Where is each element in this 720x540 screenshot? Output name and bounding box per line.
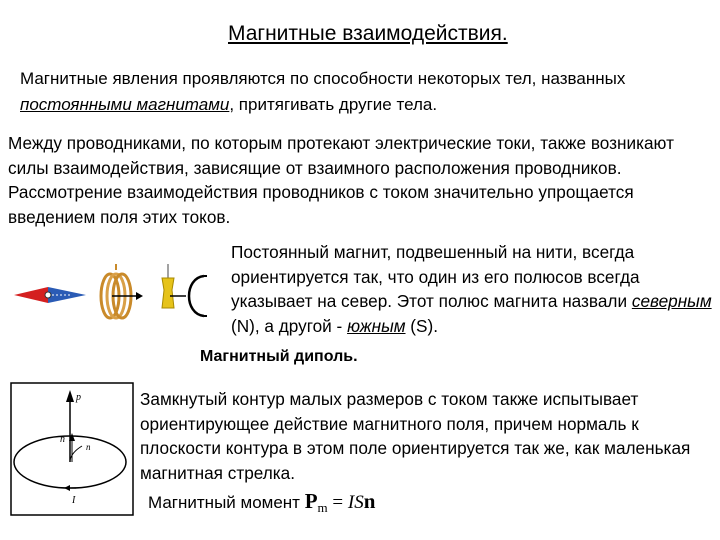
intro-text-before: Магнитные явления проявляются по способности некоторых тел, названных bbox=[20, 69, 626, 88]
permanent-magnets-term: постоянными магнитами bbox=[20, 95, 230, 114]
moment-label: Магнитный момент bbox=[148, 493, 305, 512]
intro-paragraph bbox=[20, 66, 710, 118]
suspended-bar-magnet-icon bbox=[162, 264, 207, 316]
moment-formula bbox=[304, 489, 376, 515]
formula-eq: = bbox=[327, 492, 348, 513]
formula-p: P bbox=[304, 489, 318, 513]
page-title: Магнитные взаимодействия. bbox=[228, 22, 508, 45]
label-n-left: n bbox=[60, 434, 65, 445]
formula-s: S bbox=[354, 492, 364, 513]
north-symbol: (N), а другой - bbox=[231, 315, 348, 336]
dipole-heading: Магнитный диполь. bbox=[200, 348, 358, 365]
magnets-illustration bbox=[8, 250, 218, 340]
label-p: p bbox=[76, 392, 81, 403]
formula-i: I bbox=[347, 492, 355, 513]
permanent-magnet-paragraph bbox=[231, 240, 716, 338]
compass-needle-icon bbox=[14, 287, 86, 303]
conductors-paragraph: Между проводниками, по которым протекают электрические токи, также возникают силы взаимодействия, зависящие от взаимного расположения проводников. Рассмотрение взаимодействия проводников с током значительно упрощается введением поля этих токов. bbox=[8, 133, 674, 227]
magnetic-dipole-figure bbox=[10, 382, 135, 517]
magnetic-moment-line bbox=[148, 489, 375, 516]
south-pole-term: южным bbox=[347, 315, 406, 336]
north-pole-term: северным bbox=[631, 291, 712, 311]
magnet-text: Постоянный магнит, подвешенный на нити, всегда ориентируется так, что один из его полюсов всегда указывает на север. Этот полюс магнита назвали bbox=[231, 242, 640, 311]
south-symbol: (S). bbox=[405, 315, 438, 336]
current-coil-icon bbox=[101, 264, 143, 318]
dipole-paragraph: Замкнутый контур малых размеров с током также испытывает ориентирующее действие магнитного поля, причем нормаль к плоскости контура в этом поле ориентируется так же, как маленькая магнитная стрелка. bbox=[140, 389, 691, 483]
intro-text-after: , притягивать другие тела. bbox=[229, 95, 438, 114]
formula-n: n bbox=[363, 489, 376, 513]
label-current: I bbox=[72, 495, 76, 506]
label-n-right: n bbox=[86, 442, 91, 452]
formula-sub-m: m bbox=[317, 500, 328, 515]
